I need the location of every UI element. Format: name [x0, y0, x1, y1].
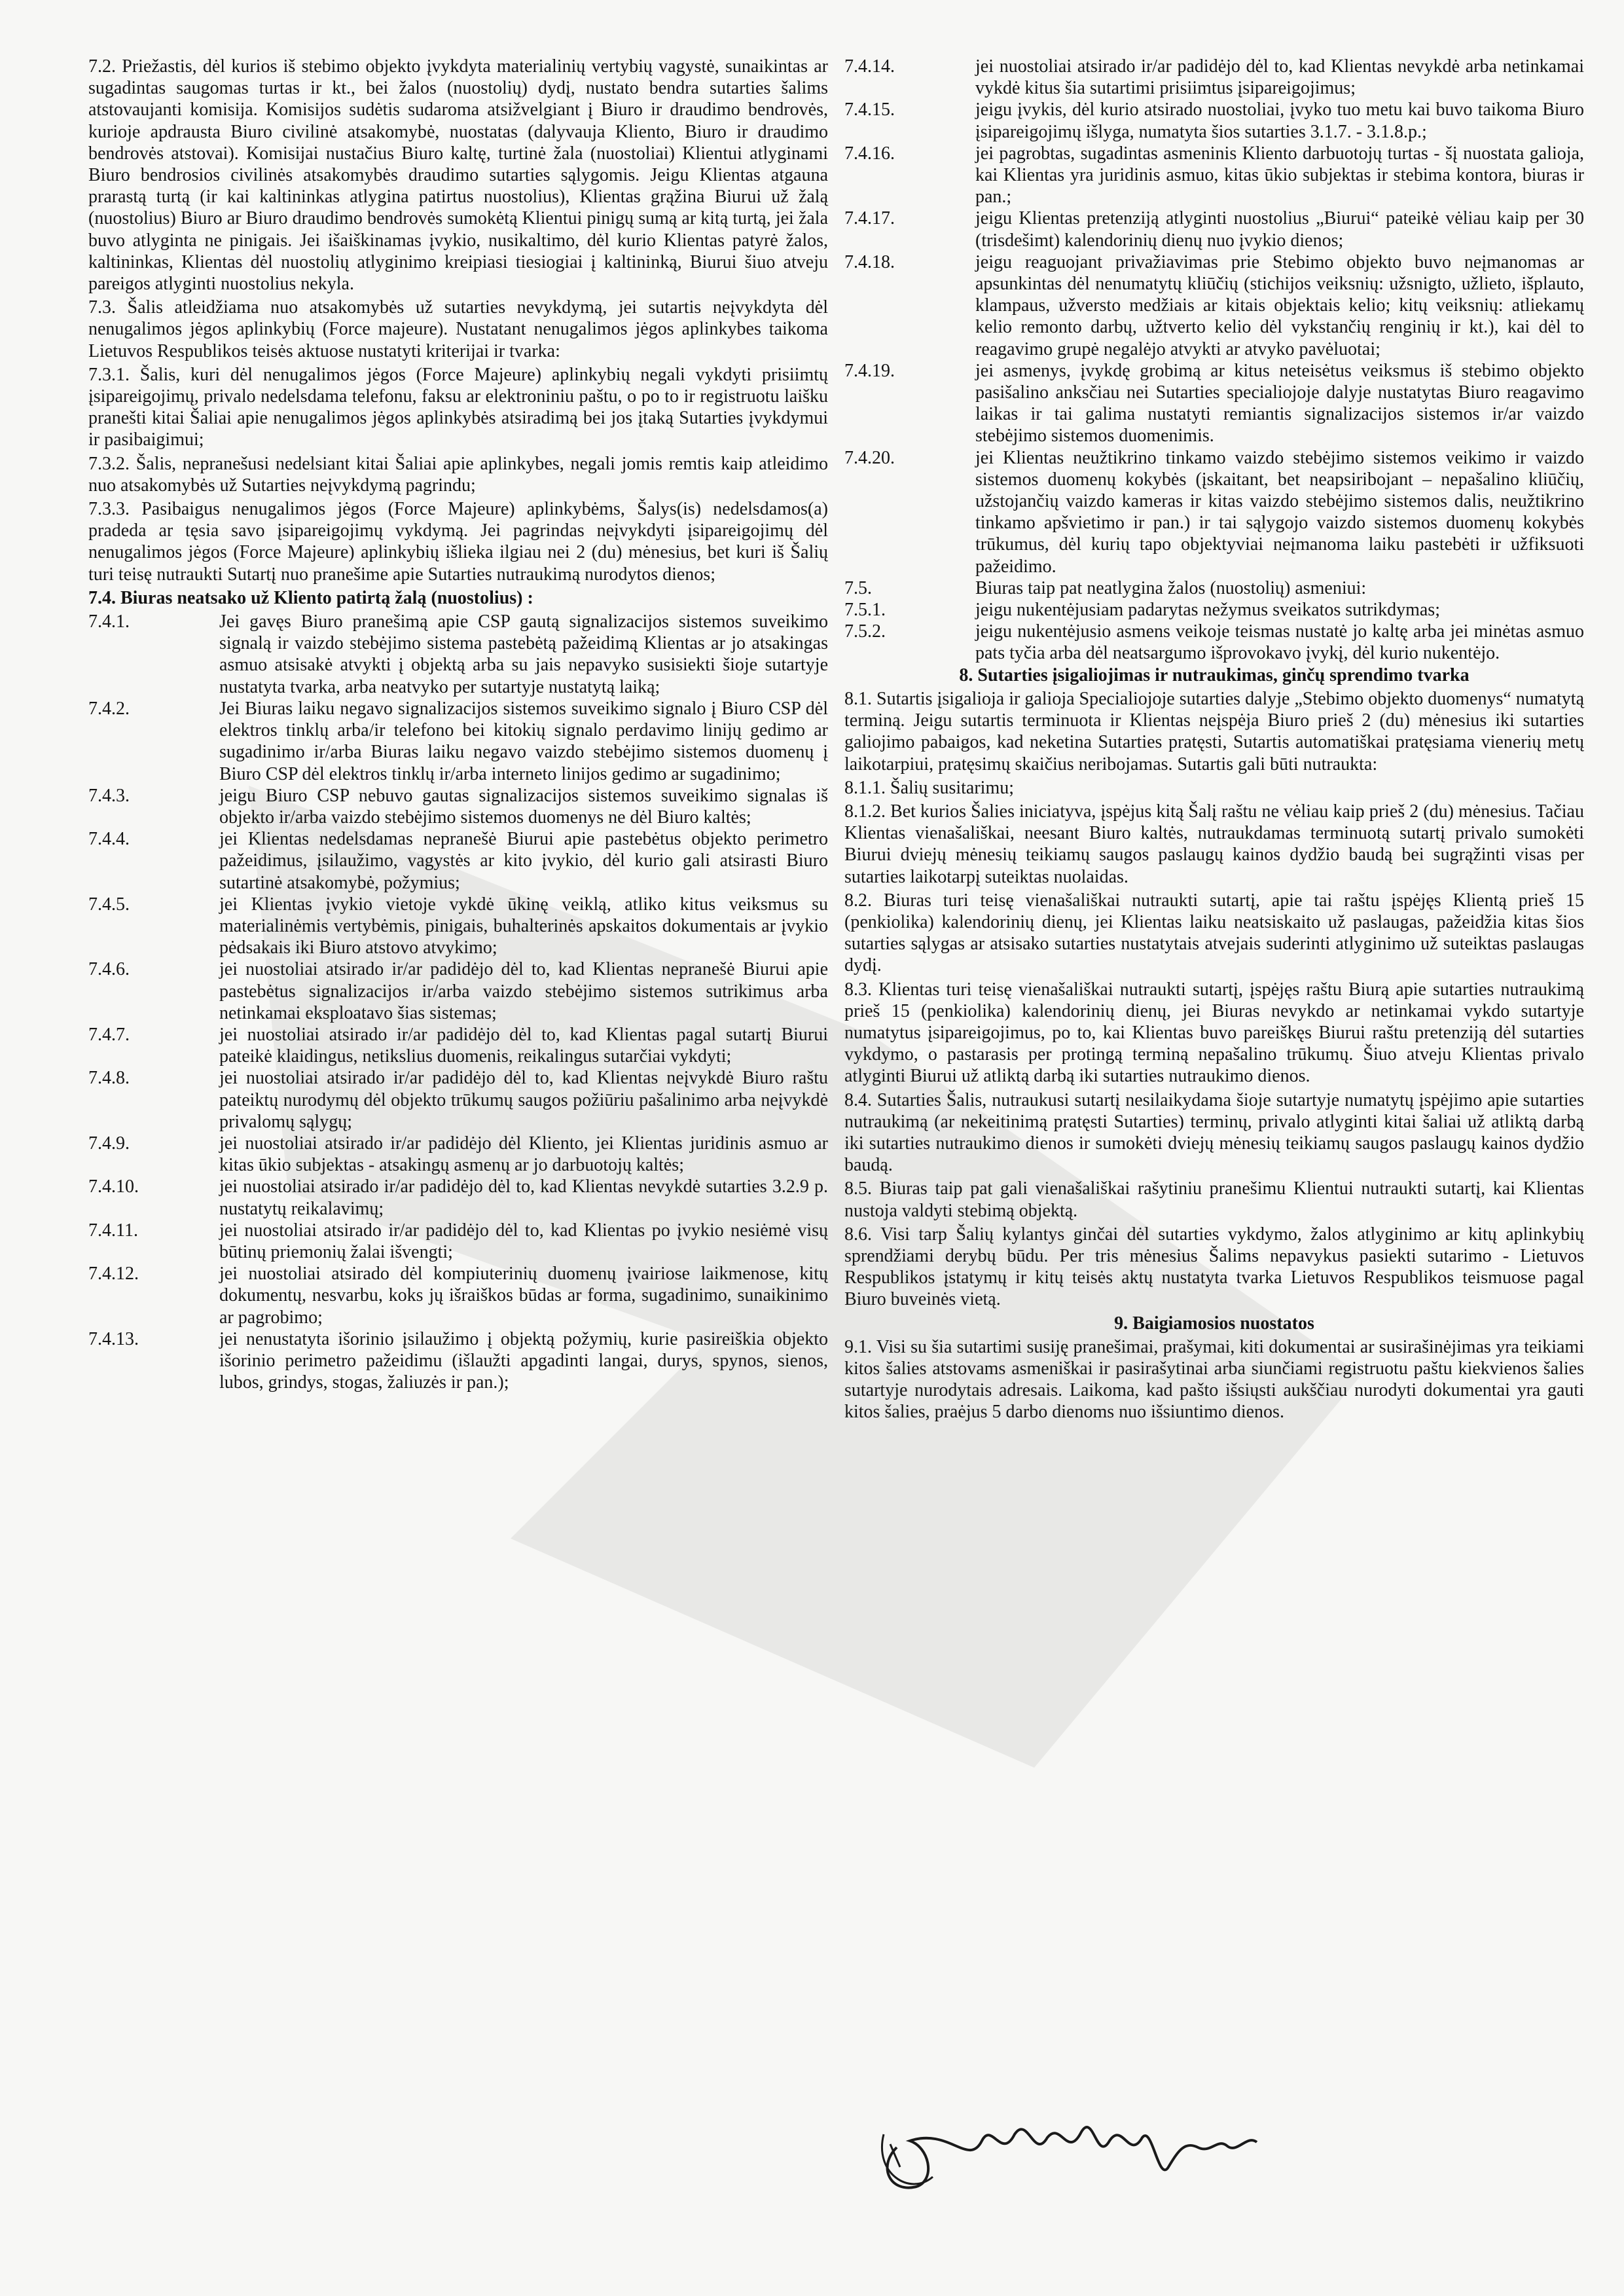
clause-7-4-5: [88, 894, 828, 959]
clause-7-5-1: [844, 599, 1584, 621]
clause-text: jei Klientas nedelsdamas nepranešė Biurui apie pastebėtus objekto perimetro pažeidimus, įsilaužimo, vagystės ar kito įvykio, dėl kurio gali atsirasti Biuro sutartinė atsakomybė, požymius;: [219, 829, 828, 893]
clause-text: jei nuostoliai atsirado ir/ar padidėjo dėl to, kad Klientas pagal sutartį Biurui pateikė klaidingus, netikslius duomenis, reikalingus sutarčiai vykdyti;: [219, 1024, 828, 1067]
clause-text: jei nuostoliai atsirado ir/ar padidėjo dėl to, kad Klientas neįvykdė Biuro raštu pateiktų nurodymų dėl objekto trūkumų saugos požiūriu pašalinimo arba neįvykdė privalomų sąlygų;: [219, 1068, 828, 1132]
clause-text: jei Klientas neužtikrino tinkamo vaizdo stebėjimo sistemos veikimo ir vaizdo sistemos duomenų kokybės (įskaitant, bet neapsiribojant – nepašalino kliūčių, užstojančių vaizdo kameras ir kitas vaizdo stebėjimo sistemos dalis, neužtikrino tinkamo apšvietimo ir pan.) ir tai sąlygojo vaizdo sistemos duomenų kokybės trūkumus, dėl kurių tapo objektyviai neįmanoma laiku pastebėti ir užfiksuoti pažeidimo.: [975, 447, 1584, 577]
clause-text: jeigu nukentėjusiam padarytas nežymus sveikatos sutrikdymas;: [975, 600, 1440, 621]
clause-text: jei nuostoliai atsirado dėl kompiuterinių duomenų įvairiose laikmenose, kitų dokumentų, nesvarbu, koks jų išraiškos būdas ar forma, sugadinimo, sunaikinimo ar pagrobimo;: [219, 1264, 828, 1328]
clause-number: 7.4.4.: [88, 829, 130, 850]
clause-number: 7.4.15.: [844, 100, 895, 120]
clause-number: 7.4.19.: [844, 360, 895, 381]
clause-number: 7.4.2.: [88, 698, 130, 719]
clause-7-5-2: [844, 621, 1584, 664]
right-column: [844, 56, 1584, 1425]
clause-text: jeigu reaguojant privažiavimas prie Stebimo objekto buvo neįmanomas ar apsunkintas dėl nenumatytų kliūčių (stichijos veiksnių: užsnigto, užlieto, išplauto, klampaus, užversto medžiais ar kitais objektais kelio; kitų veiksnių: atliekamų kelio remonto darbų, užtverto kelio dėl vykstančių renginių ir kt.), kai dėl to reagavimo grupė negalėjo atvykti ar atvyko pavėluotai;: [975, 251, 1584, 359]
clause-number: 7.4.5.: [88, 894, 130, 915]
clause-text: jei nuostoliai atsirado ir/ar padidėjo dėl to, kad Klientas po įvykio nesiėmė visų būtinų priemonių žalai išvengti;: [219, 1220, 828, 1262]
clause-number: 7.4.6.: [88, 959, 130, 980]
clause-7-4: 7.4. Biuras neatsako už Kliento patirtą žalą (nuostolius) :: [88, 587, 533, 608]
clause-text: Jei Biuras laiku negavo signalizacijos sistemos suveikimo signalo į Biuro CSP dėl elektros tinklų arba/ir telefono bei kitokių signalo perdavimo linijų gedimo ar sugadinimo ir/arba Biuras laiku negavo vaizdo stebėjimo sistemos duomenų į Biuro CSP dėl elektros tinklų ir/arba interneto linijos gedimo ar sugadinimo;: [219, 698, 828, 784]
clause-number: 7.4.3.: [88, 785, 130, 806]
clause-8-4: 8.4. Sutarties Šalis, nutraukusi sutartį nesilaikydama šioje sutartyje numatytų įspėjimo apie sutarties nutraukimą (ar nekeitinimą pratęsti Sutarties) terminų, privalo atlyginti kitai šaliai už atliktą darbą iki sutarties nutraukimo dienos ir sumokėti dviejų mėnesių teikiamų saugos paslaugų kainos dydžio baudą.: [844, 1089, 1584, 1176]
clause-number: 7.4.16.: [844, 143, 895, 164]
clause-number: 7.4.14.: [844, 56, 895, 77]
clause-7-4-11: [88, 1220, 828, 1263]
clause-7-4-6: [88, 958, 828, 1024]
clause-text: jeigu įvykis, dėl kurio atsirado nuostoliai, įvyko tuo metu kai buvo taikoma Biuro įsipareigojimų išlyga, numatyta šios sutarties 3.1.7. - 3.1.8.p.;: [975, 100, 1584, 142]
clause-text: jei Klientas įvykio vietoje vykdė ūkinę veiklą, atliko kitus veiksmus su materialinėmis vertybėmis, pinigais, buhalterinės apskaitos dokumentais ar įvykio pėdsakais iki Biuro atstovo atvykimo;: [219, 894, 828, 958]
clause-number: 7.4.17.: [844, 208, 895, 229]
clause-number: 7.4.7.: [88, 1024, 130, 1045]
clause-number: 7.4.13.: [88, 1328, 139, 1349]
clause-7-3: 7.3. Šalis atleidžiama nuo atsakomybės už sutarties nevykdymą, jei sutartis neįvykdyta dėl nenugalimos jėgos aplinkybių (Force majeure). Nustatant nenugalimos jėgos aplinkybes taikoma Lietuvos Respublikos teisės aktuose nustatyti kriterijai ir tvarka:: [88, 297, 828, 361]
clause-7-4-8: [88, 1067, 828, 1133]
clause-7-3-3: 7.3.3. Pasibaigus nenugalimos jėgos (Force Majeure) aplinkybėms, Šalys(is) nedelsdamos(a) pradeda ar tęsia savo įsipareigojimų vykdymą. Jei pagrindas neįvykdyti įsipareigojimų dėl nenugalimos jėgos (Force Majeure) aplinkybių išlieka ilgiau nei 2 (du) mėnesius, bet kuri iš Šalių turi teisę nutraukti Sutartį nuo pranešime apie Sutarties nutraukimą nurodytos dienos;: [88, 499, 828, 585]
clause-7-3-2: 7.3.2. Šalis, nepranešusi nedelsiant kitai Šaliai apie aplinkybes, negali jomis remtis kaip atleidimo nuo atsakomybės už Sutarties neįvykdymą pagrindu;: [88, 453, 828, 496]
signature-image: [871, 2069, 1276, 2200]
clause-9: 9. Baigiamosios nuostatos: [1114, 1313, 1314, 1334]
clause-text: jei pagrobtas, sugadintas asmeninis Kliento darbuotojų turtas - šį nuostata galioja, kai Klientas yra juridinis asmuo, kitas ūkio subjektas ir stebima kontora, biuras ir pan.;: [975, 143, 1584, 208]
clause-text: jeigu nukentėjusio asmens veikoje teismas nustatė jo kaltę arba jei minėtas asmuo pats tyčia arba dėl neatsargumo išprovokavo įvykį, dėl kurio nukentėjo.: [975, 621, 1584, 664]
clause-text: jei asmenys, įvykdę grobimą ar kitus neteisėtus veiksmus iš stebimo objekto pasišalino anksčiau nei Sutarties specialiojoje dalyje nustatytas Biuro reagavimo laikas ir tai galima nustatyti remiantis signalizacijos sistemos ir/ar vaizdo stebėjimo sistemos duomenimis.: [975, 360, 1584, 446]
clause-text: jei nuostoliai atsirado ir/ar padidėjo dėl to, kad Klientas nepranešė Biurui apie pastebėtus signalizacijos ir/arba vaizdo stebėjimo sistemos sutrikimus arba netinkamai eksploatavo šias sistemas;: [219, 959, 828, 1023]
clause-text: jeigu Biuro CSP nebuvo gautas signalizacijos sistemos suveikimo signalas iš objekto ir/arba vaizdo stebėjimo sistemos duomenys ne dėl Biuro kaltės;: [219, 785, 828, 828]
clause-7-4-18: [844, 251, 1584, 360]
clause-7-4-7: [88, 1024, 828, 1067]
clause-number: 7.4.18.: [844, 251, 895, 272]
clause-number: 7.5.1.: [844, 600, 886, 621]
clause-8-6: 8.6. Visi tarp Šalių kylantys ginčai dėl sutarties vykdymo, žalos atlyginimo ar kitų aplinkybių sprendžiami derybų būdu. Per tris mėnesius Šalims nepavykus pasiekti sutarimo - Lietuvos Respublikos įstatymų ir kitų teisės aktų nustatyta tvarka Lietuvos Respublikos teismuose pagal Biuro buveinės vietą.: [844, 1224, 1584, 1310]
clause-7-4-2: [88, 698, 828, 785]
clause-7-3-1: 7.3.1. Šalis, kuri dėl nenugalimos jėgos (Force Majeure) aplinkybių negali vykdyti prisiimtų įsipareigojimų, privalo nedelsdama telefonu, faksu ar elektroniniu paštu, o po to ir registruotu laišku pranešti kitai Šaliai apie nenugalimos jėgos aplinkybės atsiradimą bei jos įtaką Sutarties įvykdymui ir pasibaigimui;: [88, 364, 828, 450]
clause-8-5: 8.5. Biuras taip pat gali vienašališkai rašytiniu pranešimu Klientui nutraukti sutartį, kai Klientas nustoja valdyti stebimą objektą.: [844, 1178, 1584, 1221]
clause-text: jei nuostoliai atsirado ir/ar padidėjo dėl to, kad Klientas nevykdė arba netinkamai vykdė kitus šia sutartimi prisiimtus įsipareigojimus;: [975, 56, 1584, 99]
clause-7-4-19: [844, 360, 1584, 447]
clause-7-4-17: [844, 208, 1584, 251]
clause-8-2: 8.2. Biuras turi teisę vienašališkai nutraukti sutartį, apie tai raštu įspėjęs Klientą prieš 15 (penkiolika) kalendorinių dienų, jei Klientas laiku neatsiskaito už paslaugas, pažeidžia kitas šios sutarties sąlygas ar atsisako sutarties nustatytais atvejais suderinti atlyginimo už suteiktas paslaugas dydį.: [844, 890, 1584, 976]
clause-number: 7.4.10.: [88, 1176, 139, 1197]
clause-7-4-4: [88, 828, 828, 894]
clause-8-1: 8.1. Sutartis įsigalioja ir galioja Specialiojoje sutarties dalyje „Stebimo objekto duomenys“ numatytą terminą. Jeigu sutartis terminuota ir Klientas neįspėja Biuro prieš 2 (du) mėnesius iki sutarties galiojimo pabaigos, kad neketina Sutarties pratęsti, Sutartis automatiškai pratęsiama vienerių metų laikotarpiui, pratęsimų skaičius neribojamas. Sutartis gali būti nutraukta:: [844, 688, 1584, 774]
clause-number: 7.4.8.: [88, 1068, 130, 1089]
clause-8-1-2: 8.1.2. Bet kurios Šalies iniciatyva, įspėjus kitą Šalį raštu ne vėliau kaip prieš 2 (du) mėnesius. Tačiau Klientas vienašališkai, neesant Biuro kaltės, nutraukdamas terminuotą sutartį privalo sumokėti Biurui dviejų mėnesių teikiamų saugos paslaugų kainos dydžio baudą bei sugrąžinti visas per sutarties laikotarpį suteiktas nuolaidas.: [844, 801, 1584, 887]
clause-7-4-10: [88, 1176, 828, 1219]
clause-7-4-16: [844, 143, 1584, 208]
clause-7-4-20: [844, 447, 1584, 577]
clause-8-1-1: 8.1.1. Šalių susitarimu;: [844, 777, 1014, 798]
clause-7-4-15: [844, 99, 1584, 142]
clause-text: jei nuostoliai atsirado ir/ar padidėjo dėl to, kad Klientas nevykdė sutarties 3.2.9 p. nustatytų reikalavimų;: [219, 1176, 828, 1219]
clause-7-2: 7.2. Priežastis, dėl kurios iš stebimo objekto įvykdyta materialinių vertybių vagystė, sunaikintas ar sugadintas saugomas turtas ir kt., bei žalos (nuostolių) dydį, nustato bendra sutarties šalims atstovaujanti komisija. Komisijos sudėtis sudaroma atsižvelgiant į Biuro ir draudimo bendrovės, kurioje apdrausta Biuro civilinė atsakomybė, nuostatas (dalyvauja Kliento, Biuro ir draudimo bendrovės atstovai). Komisijai nustačius Biuro kaltę, turtinė žala (nuostoliai) Klientui atlyginami Biuro bendrosios civilinės atsakomybės draudimo sutarties sąlygomis. Jeigu Klientas atgauna prarastą turtą (ir kai kaltininkas atlygina patirtus nuostolius), Klientas grąžina Biurui už žalą (nuostolius) Biuro ar Biuro draudimo bendrovės sumokėtą Klientui pinigų sumą ar kitą turtą, jei žala buvo atlyginta ne pinigais. Jei išaiškinamas įvykio, nusikaltimo, dėl kurio Klientas patyrė žalos, kaltininkas, Klientas dėl nuostolių atlyginimo kreipiasi tiesiogiai į kaltininką, Biurui šiuo atveju pareigos atlyginti nuostolius nekyla.: [88, 56, 828, 295]
clause-number: 7.4.9.: [88, 1133, 130, 1154]
clause-text: Jei gavęs Biuro pranešimą apie CSP gautą signalizacijos sistemos suveikimo signalą ir vaizdo stebėjimo sistema pastebėtą pažeidimą Klientas ar jo atsakingas asmuo atsisakė atvykti į objektą arba su jais nepavyko susisiekti šioje sutartyje nustatyta tvarka, arba neatvyko per sutartyje nustatytą laiką;: [219, 611, 828, 697]
clause-number: 7.4.12.: [88, 1264, 139, 1285]
clause-7-4-3: [88, 785, 828, 828]
clause-number: 7.4.11.: [88, 1220, 138, 1241]
clause-8: 8. Sutarties įsigaliojimas ir nutraukimas, ginčų sprendimo tvarka: [959, 665, 1470, 685]
clause-7-4-1: [88, 611, 828, 698]
clause-text: Biuras taip pat neatlygina žalos (nuostolių) asmeniui:: [975, 577, 1367, 598]
clause-8-3: 8.3. Klientas turi teisę vienašališkai nutraukti sutartį, įspėjęs raštu Biurą apie sutarties nutraukimą prieš 15 (penkiolika) kalendorinių dienų, jei Biuras nevykdo ar netinkamai vykdo sutartyje numatytus įsipareigojimus, po to, kai Klientas buvo pareiškęs Biurui raštu pretenziją dėl sutarties vykdymo, o pastarasis per protingą terminą nepašalino trūkumų. Šiuo atveju Klientas privalo atlyginti Biurui už atliktą darbą iki sutarties nutraukimo dienos.: [844, 979, 1584, 1087]
clause-text: jei nenustatyta išorinio įsilaužimo į objektą požymių, kurie pasireiškia objekto išorinio perimetro pažeidimu (išlaužti apgadinti langai, durys, spynos, sienos, lubos, grindys, stogas, žaliuzės ir pan.);: [219, 1328, 828, 1393]
clause-7-4-14: [844, 56, 1584, 99]
clause-7-4-9: [88, 1133, 828, 1176]
clause-7-5: [844, 577, 1584, 599]
clause-9-1: 9.1. Visi su šia sutartimi susiję pranešimai, prašymai, kiti dokumentai ar susirašinėjimas yra teikiami kitos šalies atstovams asmeniškai ir pasirašytinai arba siunčiami registruotu paštu kiekvienos šalies sutartyje nurodytais adresais. Laikoma, kad pašto išsiųsti aukščiau nurodyti dokumentai yra gauti kitos šalies, praėjus 5 darbo dienoms nuo išsiuntimo dienos.: [844, 1336, 1584, 1423]
clause-7-4-13: [88, 1328, 828, 1394]
clause-text: jeigu Klientas pretenziją atlyginti nuostolius „Biurui“ pateikė vėliau kaip per 30 (trisdešimt) kalendorinių dienų nuo įvykio dienos;: [975, 208, 1584, 251]
clause-number: 7.5.: [844, 577, 872, 598]
clause-text: jei nuostoliai atsirado ir/ar padidėjo dėl Kliento, jei Klientas juridinis asmuo ar kitas ūkio subjektas - atsakingų asmenų ar jo darbuotojų kaltės;: [219, 1133, 828, 1176]
clause-number: 7.4.20.: [844, 447, 895, 468]
left-column: [88, 56, 828, 1393]
clause-number: 7.5.2.: [844, 621, 886, 642]
clause-7-4-12: [88, 1263, 828, 1328]
clause-number: 7.4.1.: [88, 611, 130, 632]
